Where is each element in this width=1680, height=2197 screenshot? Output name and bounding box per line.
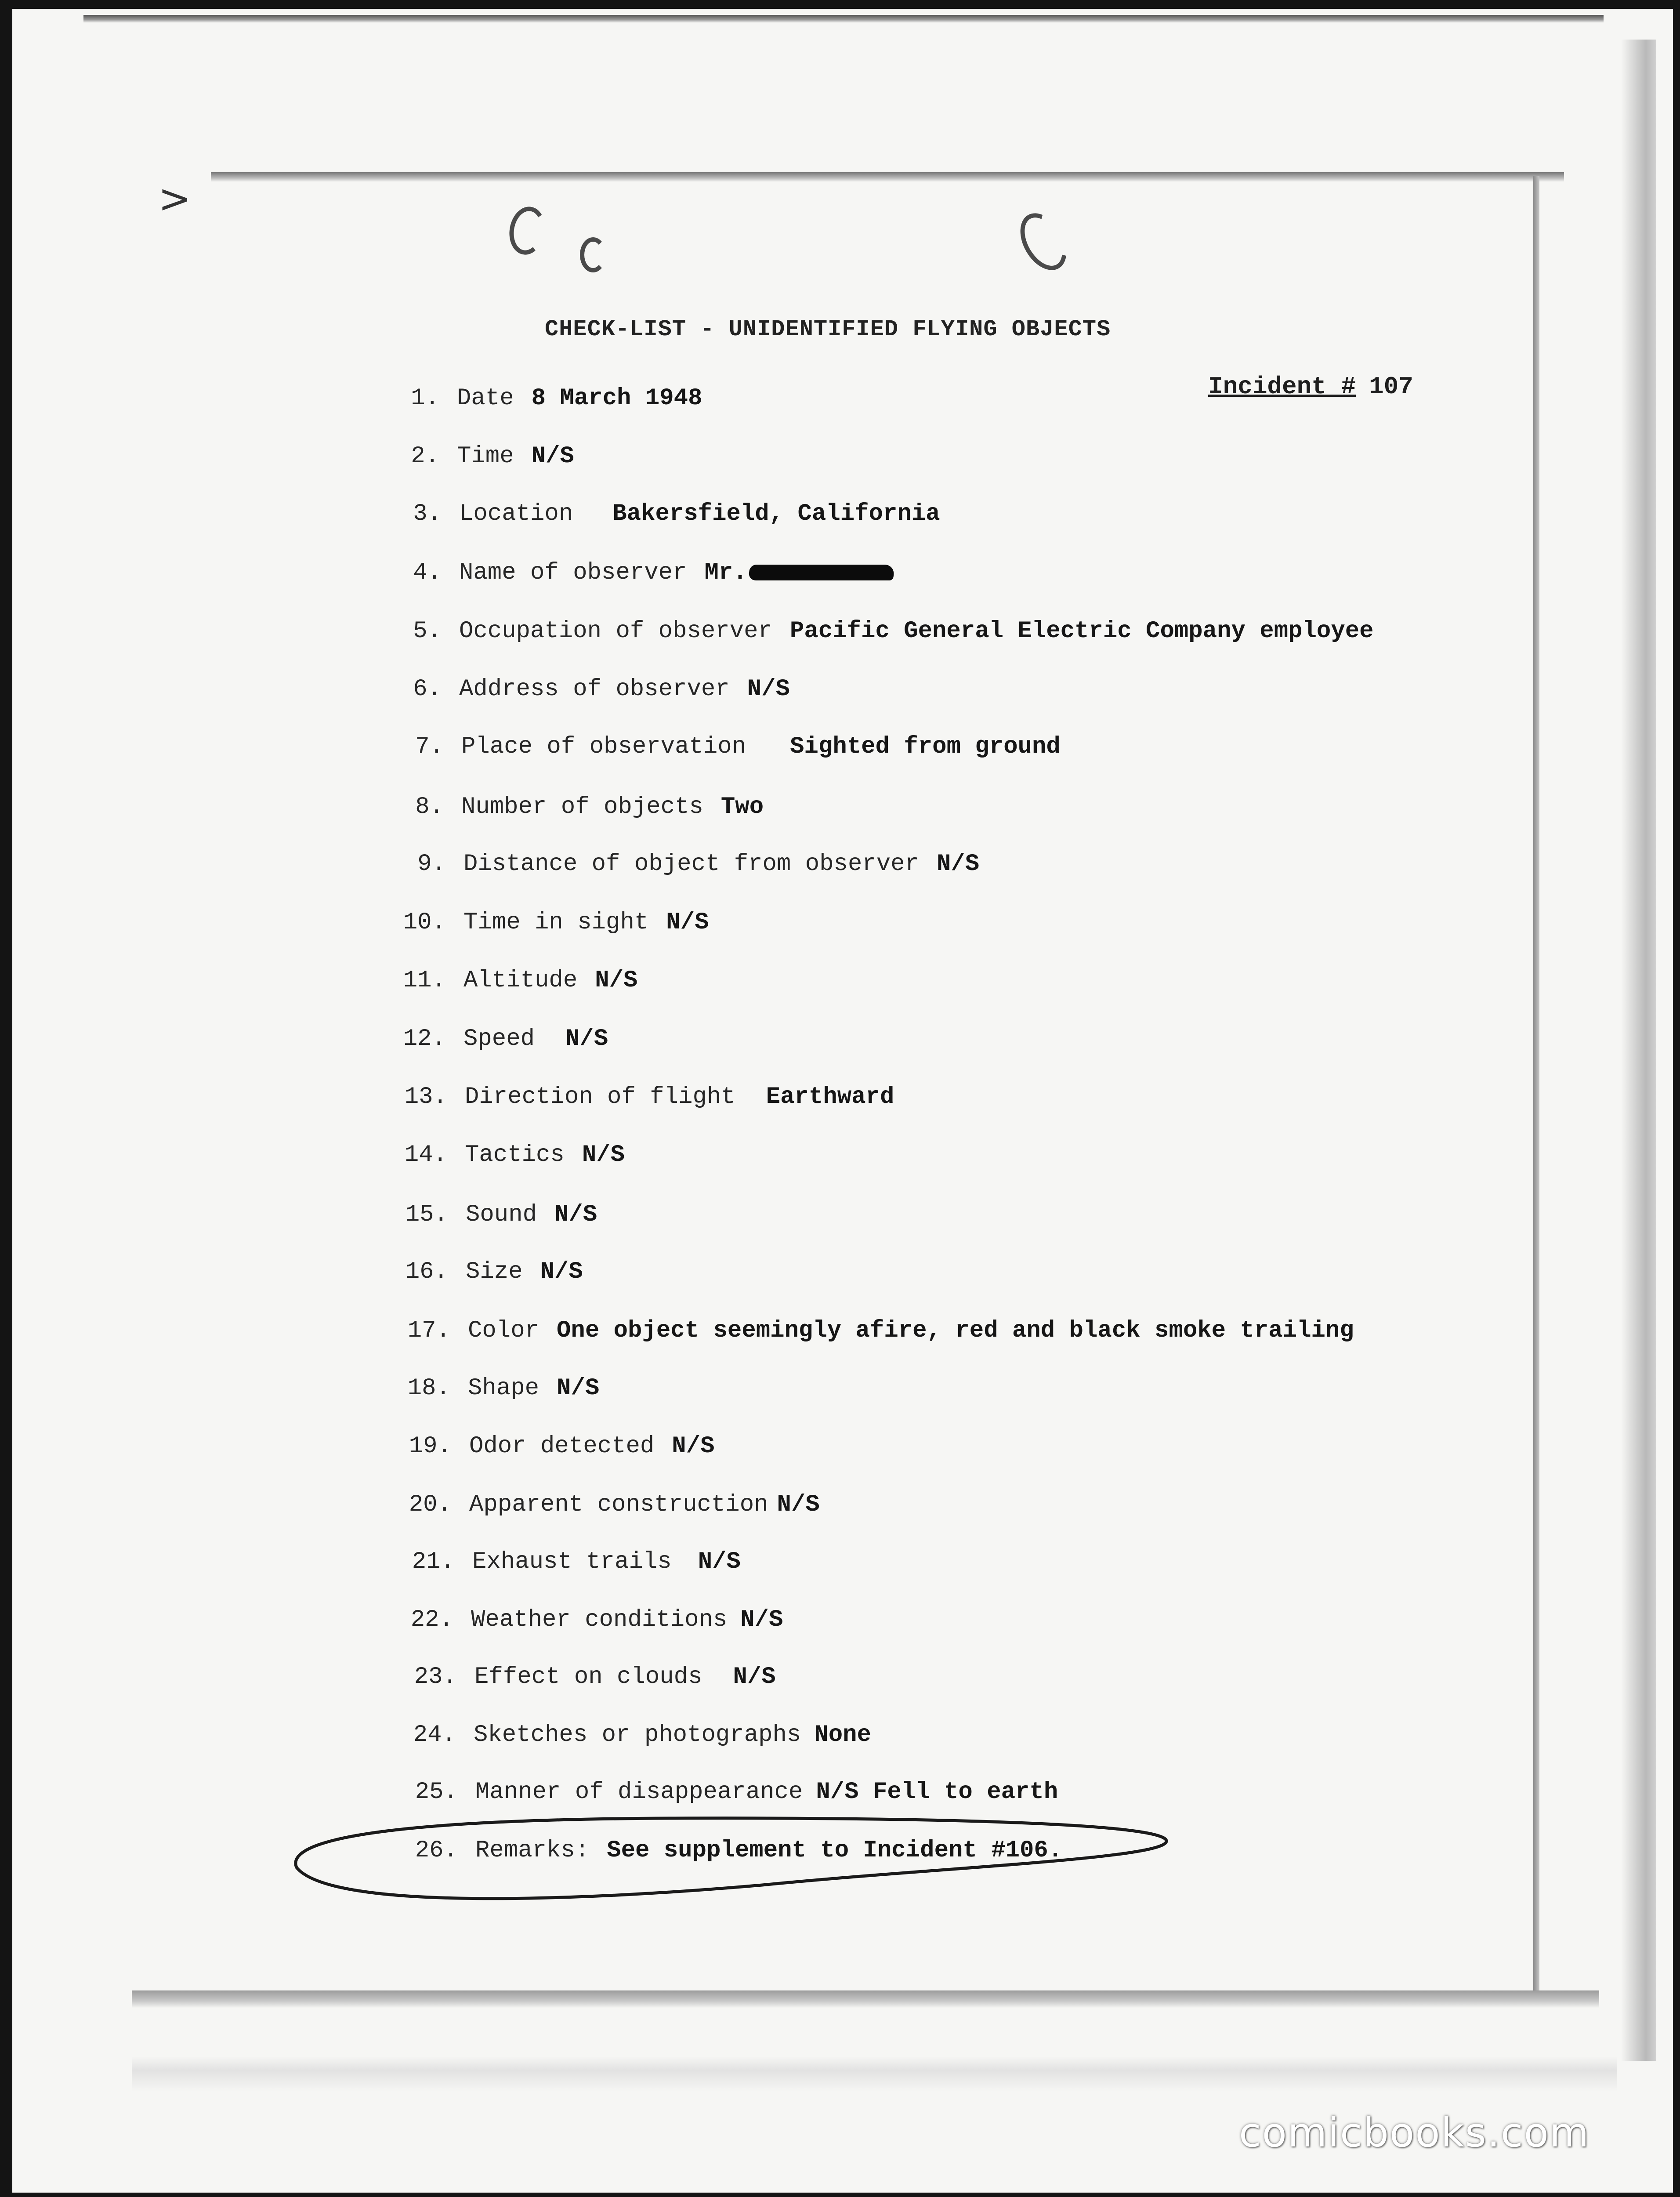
item-answer: N/S [747, 676, 790, 703]
item-label: Apparent construction [469, 1491, 768, 1518]
item-number: 7. [415, 733, 444, 760]
sheet-right-edge [1533, 176, 1539, 1999]
item-number: 9. [417, 851, 446, 877]
checklist-item-time [411, 443, 574, 470]
item-answer: Sighted from ground [790, 733, 1061, 760]
bottom-smudge [132, 2056, 1617, 2092]
checklist-item-time-in-sight [403, 909, 709, 936]
item-number: 6. [413, 676, 442, 703]
checklist-item-color [407, 1317, 1354, 1344]
item-label: Exhaust trails [472, 1548, 672, 1575]
checklist-item-clouds [414, 1664, 776, 1690]
sheet-top-edge [211, 172, 1564, 182]
item-number: 26. [415, 1837, 458, 1864]
item-answer: N/S [565, 1026, 608, 1052]
item-label: Odor detected [469, 1433, 655, 1460]
item-label: Tactics [465, 1142, 565, 1168]
redaction-mark [748, 565, 895, 580]
item-number: 20. [409, 1491, 452, 1518]
checklist-item-size [405, 1258, 583, 1285]
item-number: 10. [403, 909, 446, 936]
item-label: Occupation of observer [459, 618, 772, 645]
item-number: 15. [405, 1201, 448, 1228]
incident-value: 107 [1369, 373, 1413, 401]
item-label: Place of observation [461, 733, 746, 760]
item-answer: Mr. [704, 559, 747, 586]
item-label: Number of objects [461, 794, 703, 820]
checklist-item-exhaust-trails [412, 1548, 741, 1575]
checklist-item-sketches [413, 1722, 871, 1748]
item-number: 14. [404, 1142, 447, 1168]
document-title: CHECK-LIST - UNIDENTIFIED FLYING OBJECTS [545, 316, 1111, 342]
item-label: Remarks: [475, 1837, 590, 1864]
item-number: 17. [407, 1317, 450, 1344]
checklist-item-tactics [404, 1142, 625, 1168]
item-number: 18. [407, 1375, 450, 1402]
checklist-item-occupation [413, 618, 1374, 645]
item-label: Manner of disappearance [475, 1779, 803, 1805]
checklist-item-sound [405, 1201, 597, 1228]
item-number: 3. [413, 500, 442, 527]
item-label: Time in sight [463, 909, 649, 936]
item-answer: Earthward [766, 1084, 894, 1110]
checklist-item-address [413, 676, 790, 703]
item-label: Weather conditions [471, 1606, 728, 1633]
item-number: 5. [413, 618, 442, 645]
item-answer: None [814, 1722, 871, 1748]
item-label: Location [459, 500, 573, 527]
item-number: 4. [413, 559, 442, 586]
item-answer: N/S [557, 1375, 600, 1402]
incident-number [1208, 373, 1413, 401]
item-label: Time [457, 443, 514, 470]
item-answer: N/S [666, 909, 709, 936]
item-number: 24. [413, 1722, 456, 1748]
item-answer: Two [721, 794, 764, 820]
sheet-bottom-edge [132, 1990, 1599, 2008]
checklist-item-place [415, 733, 1061, 760]
item-number: 22. [410, 1606, 453, 1633]
item-answer: N/S Fell to earth [816, 1779, 1058, 1805]
checklist-item-disappearance [415, 1779, 1058, 1805]
checklist-item-construction [409, 1491, 820, 1518]
item-label: Altitude [463, 967, 578, 994]
item-answer: N/S [672, 1433, 715, 1460]
item-number: 13. [404, 1084, 447, 1110]
item-label: Color [468, 1317, 539, 1344]
item-answer: 8 March 1948 [531, 385, 702, 412]
item-number: 19. [409, 1433, 452, 1460]
watermark-text: comicbooks.com [1239, 2109, 1590, 2156]
checklist-item-speed [403, 1026, 608, 1052]
item-answer: N/S [733, 1664, 776, 1690]
item-label: Shape [468, 1375, 539, 1402]
checklist-item-distance [417, 851, 980, 877]
top-edge-shadow [83, 15, 1604, 23]
incident-label: Incident # [1208, 373, 1356, 401]
item-answer: Pacific General Electric Company employee [789, 618, 1374, 645]
item-answer: N/S [540, 1258, 583, 1285]
item-label: Speed [463, 1026, 535, 1052]
item-number: 8. [415, 794, 444, 820]
item-number: 11. [403, 967, 446, 994]
checklist-item-shape [407, 1375, 600, 1402]
item-label: Distance of object from observer [463, 851, 919, 877]
item-number: 1. [411, 385, 439, 412]
checklist-item-location [413, 500, 940, 527]
item-answer: N/S [582, 1142, 625, 1168]
item-label: Size [466, 1258, 523, 1285]
item-answer: N/S [595, 967, 638, 994]
checklist-item-observer-name [413, 559, 894, 586]
item-number: 12. [403, 1026, 446, 1052]
checklist-item-direction [404, 1084, 894, 1110]
remarks-circled-annotation [279, 1810, 1175, 1907]
checklist-item-weather [410, 1606, 783, 1633]
item-answer: N/S [777, 1491, 820, 1518]
item-label: Name of observer [459, 559, 687, 586]
right-edge-shadow [1621, 40, 1656, 2061]
item-answer: See supplement to Incident #106. [607, 1837, 1063, 1864]
item-label: Address of observer [459, 676, 730, 703]
item-label: Effect on clouds [474, 1664, 702, 1690]
item-label: Sound [466, 1201, 537, 1228]
item-answer: N/S [936, 851, 980, 877]
item-answer: Bakersfield, California [612, 500, 940, 527]
item-label: Sketches or photographs [474, 1722, 801, 1748]
item-label: Direction of flight [465, 1084, 735, 1110]
checklist-item-date [411, 385, 702, 412]
item-label: Date [457, 385, 514, 412]
item-answer: N/S [554, 1201, 597, 1228]
margin-arrow-mark: > [158, 176, 192, 222]
item-answer: N/S [698, 1548, 741, 1575]
item-number: 23. [414, 1664, 457, 1690]
checklist-item-number-of-objects [415, 794, 764, 820]
item-number: 25. [415, 1779, 458, 1805]
item-answer: N/S [740, 1606, 783, 1633]
item-answer: One object seemingly afire, red and black smoke trailing [557, 1317, 1354, 1344]
binder-hole-mark-left-inner [580, 237, 606, 272]
item-number: 2. [411, 443, 439, 470]
checklist-item-odor [409, 1433, 715, 1460]
checklist-item-altitude [403, 967, 638, 994]
item-number: 16. [405, 1258, 448, 1285]
item-answer: N/S [531, 443, 574, 470]
item-number: 21. [412, 1548, 455, 1575]
